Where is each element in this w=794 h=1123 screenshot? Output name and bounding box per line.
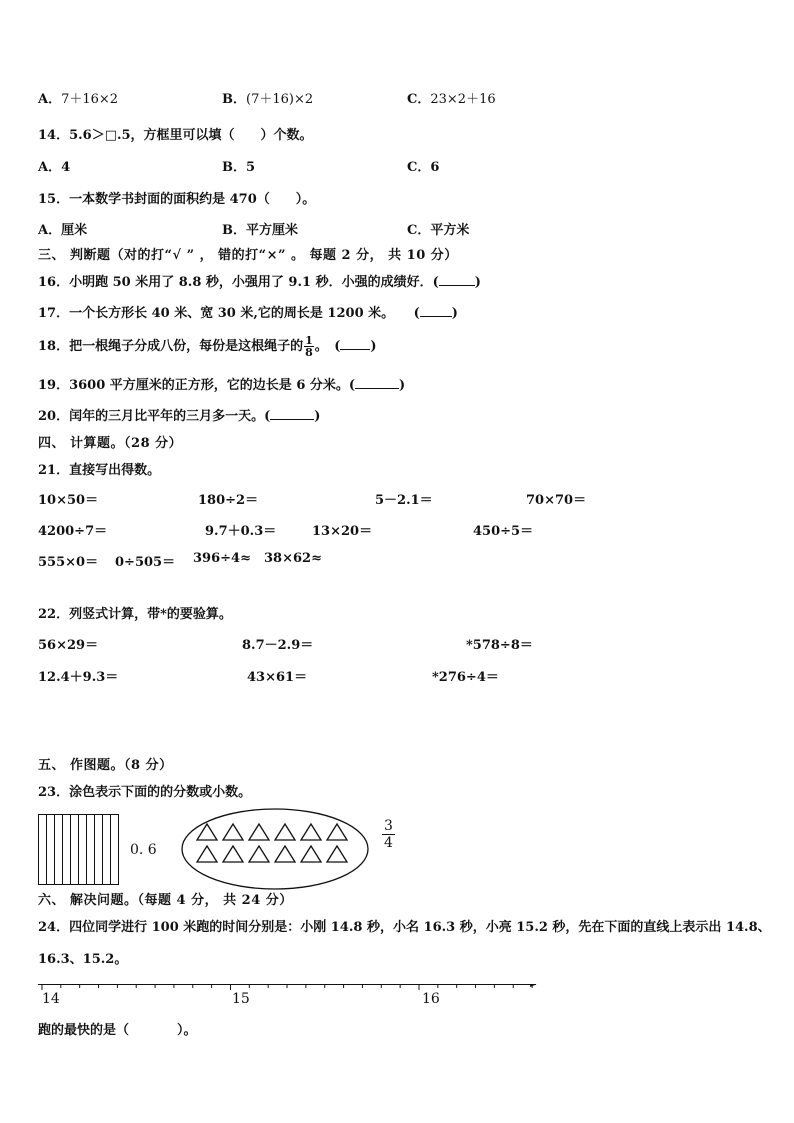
tick-label-15: 15: [232, 991, 250, 1007]
tick-label-16: 16: [422, 991, 440, 1007]
fraction-one-eighth: $\frac{1}{8}$: [305, 334, 313, 359]
q17: 17．一个长方形长 40 米、宽 30 米,它的周长是 1200 米。 ( ): [38, 306, 458, 321]
section-5-title: 五、 作图题。（8 分）: [38, 758, 173, 773]
calc-item: 4200÷7＝: [38, 524, 108, 539]
q14-option-a: A．4: [38, 160, 71, 175]
calc-item: 396÷4≈: [193, 551, 251, 566]
q23-text: 23．涂色表示下面的的分数或小数。: [38, 785, 252, 800]
q15-option-c: C．平方米: [407, 223, 470, 238]
q21-text: 21．直接写出得数。: [38, 463, 161, 478]
number-line[interactable]: [38, 984, 544, 998]
q15-text: 15．一本数学书封面的面积约是 470（ ）。: [38, 192, 316, 207]
q24-line2: 16.3、15.2。: [38, 952, 128, 967]
calc-item: 56×29＝: [38, 638, 99, 653]
tick-label-14: 14: [42, 991, 60, 1007]
calc-item: *578÷8＝: [466, 638, 533, 653]
section-6-title: 六、 解决问题。（每题 4 分， 共 24 分）: [38, 893, 293, 908]
q14-option-b: B．5: [222, 160, 256, 175]
q13-option-b: [222, 88, 313, 107]
q16: 16．小明跑 50 米用了 8.8 秒，小强用了 9.1 秒．小强的成绩好．( ): [38, 275, 481, 290]
q14-option-c: C．6: [407, 160, 440, 175]
q18: 18．把一根绳子分成八份，每份是这根绳子的 $\frac{1}{8}$ 。 ( ): [38, 334, 377, 359]
calc-item: 12.4＋9.3＝: [38, 670, 119, 685]
section-3-title: 三、 判断题（对的打“√ ” ， 错的打“×” 。 每题 2 分， 共 10 分）: [38, 248, 458, 263]
calc-item: 10×50＝: [38, 493, 99, 508]
triangle-oval-figure[interactable]: [180, 806, 370, 892]
option-label: C．: [407, 92, 431, 107]
section-4-title: 四、 计算题。（28 分）: [38, 436, 183, 451]
q15-option-a: A．厘米: [38, 223, 88, 238]
calc-item: 5－2.1＝: [375, 493, 433, 508]
answer-blank[interactable]: [420, 304, 452, 317]
answer-blank[interactable]: [355, 376, 399, 389]
option-label: A．: [38, 92, 62, 107]
calc-item: 555×0＝: [38, 555, 99, 570]
q15-option-b: B．平方厘米: [222, 223, 299, 238]
answer-blank[interactable]: [270, 407, 314, 420]
q13-option-a: [38, 88, 118, 107]
q24-answer: 跑的最快的是（ ）。: [38, 1023, 197, 1038]
q22-text: 22．列竖式计算，带*的要验算。: [38, 607, 232, 622]
option-text: (7＋16)×2: [246, 92, 314, 107]
calc-item: 9.7＋0.3＝: [205, 524, 277, 539]
answer-blank[interactable]: [439, 273, 475, 286]
option-label: B．: [222, 92, 246, 107]
q20: 20．闰年的三月比平年的三月多一天。( ): [38, 409, 321, 424]
calc-item: 8.7－2.9＝: [242, 638, 314, 653]
calc-item: 43×61＝: [247, 670, 308, 685]
answer-blank[interactable]: [340, 337, 370, 350]
q13-option-c: [407, 88, 496, 107]
q24-line1: 24．四位同学进行 100 米跑的时间分别是：小刚 14.8 秒，小名 16.3 秒，小亮 15.2 秒，先在下面的直线上表示出 14.8、: [38, 920, 771, 935]
decimal-label: 0. 6: [130, 842, 157, 858]
calc-item: 0÷505＝: [115, 555, 176, 570]
q14-text: 14．5.6＞□.5，方框里可以填（ ）个数。: [38, 128, 313, 143]
fraction-three-quarters: 3 4: [384, 818, 393, 851]
calc-item: 38×62≈: [264, 551, 322, 566]
calc-item: 180÷2＝: [198, 493, 259, 508]
bar-grid-figure[interactable]: [38, 814, 120, 886]
calc-item: 70×70＝: [526, 493, 587, 508]
calc-item: 13×20＝: [312, 524, 373, 539]
calc-item: 450÷5＝: [473, 524, 534, 539]
option-text: 7＋16×2: [61, 92, 119, 107]
calc-item: *276÷4＝: [432, 670, 499, 685]
option-text: 23×2＋16: [430, 92, 496, 107]
q19: 19．3600 平方厘米的正方形，它的边长是 6 分米。( ): [38, 378, 406, 393]
